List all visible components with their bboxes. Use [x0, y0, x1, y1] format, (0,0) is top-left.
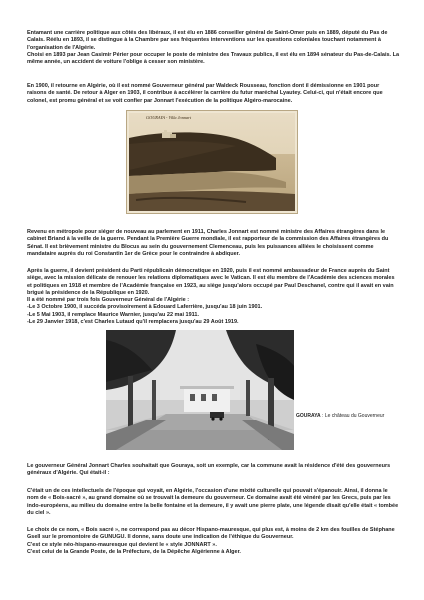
style-line-1: Le choix de ce nom, « Bois sacré », ne correspond pas au décor Hispano-mauresque, qui plus est, à moins de 2 km des fouilles de Stéphane Gsell sur le promontoire de GUNUGU. Il donne, sans doute une indication de l'éthique du Gouverneur.: [27, 527, 395, 541]
residence-text: Le gouverneur Général Jonnart Charles souhaitait que Gouraya, soit un exemple, car la commune avait la résidence d'été des gouverneurs généraux d'Algérie. Qui était-il :: [27, 463, 391, 477]
intro-line-2: Choisi en 1893 par Jean Casimir Périer pour occuper le poste de ministre des Travaux publics, il est élu en 1894 sénateur du Pas-de-Calais. La même année, un accident de voiture l'oblige à cesser son ministère.: [27, 51, 400, 66]
chateau-gouverneur-photo: [106, 330, 294, 450]
intro-line-1: Entamant une carrière politique aux côtés des libéraux, il est élu en 1886 conseiller général de Saint-Omer puis en 1889, député du Pas de Calais. Réélu en 1893, il se distingue à la Chambre par ses fréquentes interventions sur les questions coloniales touchant notamment à l'organisation de l'Algérie.: [27, 30, 388, 51]
villa-photo-caption: GOURAYA - Villa Jonnart: [146, 115, 192, 120]
governor-1900-paragraph: [27, 83, 399, 105]
villa-jonnart-image: [126, 110, 298, 214]
ministry-text: Revenu en métropole pour siéger de nouveau au parlement en 1911, Charles Jonnart est nommé ministre des Affaires étrangères dans le cabinet Briand à la veille de la guerre. Pendant la Première Guerre mondiale, il est rapporteur de la commission des Affaires étrangères du Sénat. Il est brièvement ministre du Blocus au sein du gouvernement Clemenceau, puis les puissances alliées le choisissent comme mandataire auprès du roi Constantin 1er de Grèce pour le contraindre à abdiquer.: [27, 229, 389, 257]
chateau-photo-caption: [296, 413, 406, 419]
style-paragraph: [27, 527, 399, 556]
term-item: -Le 29 Janvier 1918, c'est Charles Lutaud qu'il remplacera jusqu'au 29 Août 1919.: [27, 319, 239, 326]
intro-paragraph: [27, 30, 399, 66]
villa-jonnart-photo: [126, 110, 298, 214]
caption-separator: :: [320, 413, 325, 419]
style-line-3: C'est celui de la Grande Poste, de la Préfecture, de la Dépêche Algérienne à Alger.: [27, 548, 241, 555]
ministry-paragraph: [27, 229, 399, 258]
caption-place: GOURAYA: [296, 413, 321, 419]
term-item: -Le 3 Octobre 1900, il succéda provisoirement à Edouard Laferrière, jusqu'au 18 juin 1901.: [27, 304, 263, 311]
intellectual-paragraph: [27, 488, 399, 517]
residence-paragraph: [27, 463, 399, 478]
governor-1900-text: En 1900, il retourne en Algérie, où il est nommé Gouverneur général par Waldeck Rousseau, fonction dont il démissionne en 1901 pour raisons de santé. De retour à Alger en 1903, il contribue à accélérer la carrière du futur maréchal Lyautey. Celui-ci, qui n'était encore que colonel, est promu général et se voit confier par Jonnart l'exécution de la politique Algéro-marocaine.: [27, 83, 383, 104]
style-line-2: C'est ce style néo-hispano-mauresque qui devient le « style JONNART ».: [27, 541, 217, 548]
after-war-text: Après la guerre, il devient président du Parti républicain démocratique en 1920, puis il est nommé ambassadeur de France auprès du Saint siège, avec la mission délicate de renouer les relations diplomatiques avec le Vatican. Il est élu membre de l'Académie des sciences morales et politiques en 1918 et membre de l'Académie française en 1923, au siège jusqu'alors occupé par Paul Deschanel, contre qui il avait en vain brigué la présidence de la République en 1920.: [27, 268, 395, 296]
intellectual-text: C'était un de ces intellectuels de l'époque qui voyait, en Algérie, l'occasion d'une mixité culturelle qui pouvait s'épanouir. Ainsi, il donna le nom de « Bois-sacré », au grand domaine où se trouvait la demeure du gouverneur. Ce domaine avait été vénéré par les Grecs, puis par les indo-européens, au milieu du domaine entre la belle fontaine et la demeure, il y avait une pierre plate, une légende disait qu'elle était « tombée du ciel ».: [27, 488, 399, 516]
caption-text: Le château du Gouverneur: [324, 413, 385, 419]
term-item: -Le 5 Mai 1903, il remplace Maurice Warnier, jusqu'au 22 mai 1911.: [27, 311, 199, 318]
terms-intro: Il a été nommé par trois fois Gouverneur Général de l'Algérie :: [27, 297, 190, 304]
after-war-paragraph: [27, 268, 399, 326]
chateau-image: [106, 330, 294, 450]
